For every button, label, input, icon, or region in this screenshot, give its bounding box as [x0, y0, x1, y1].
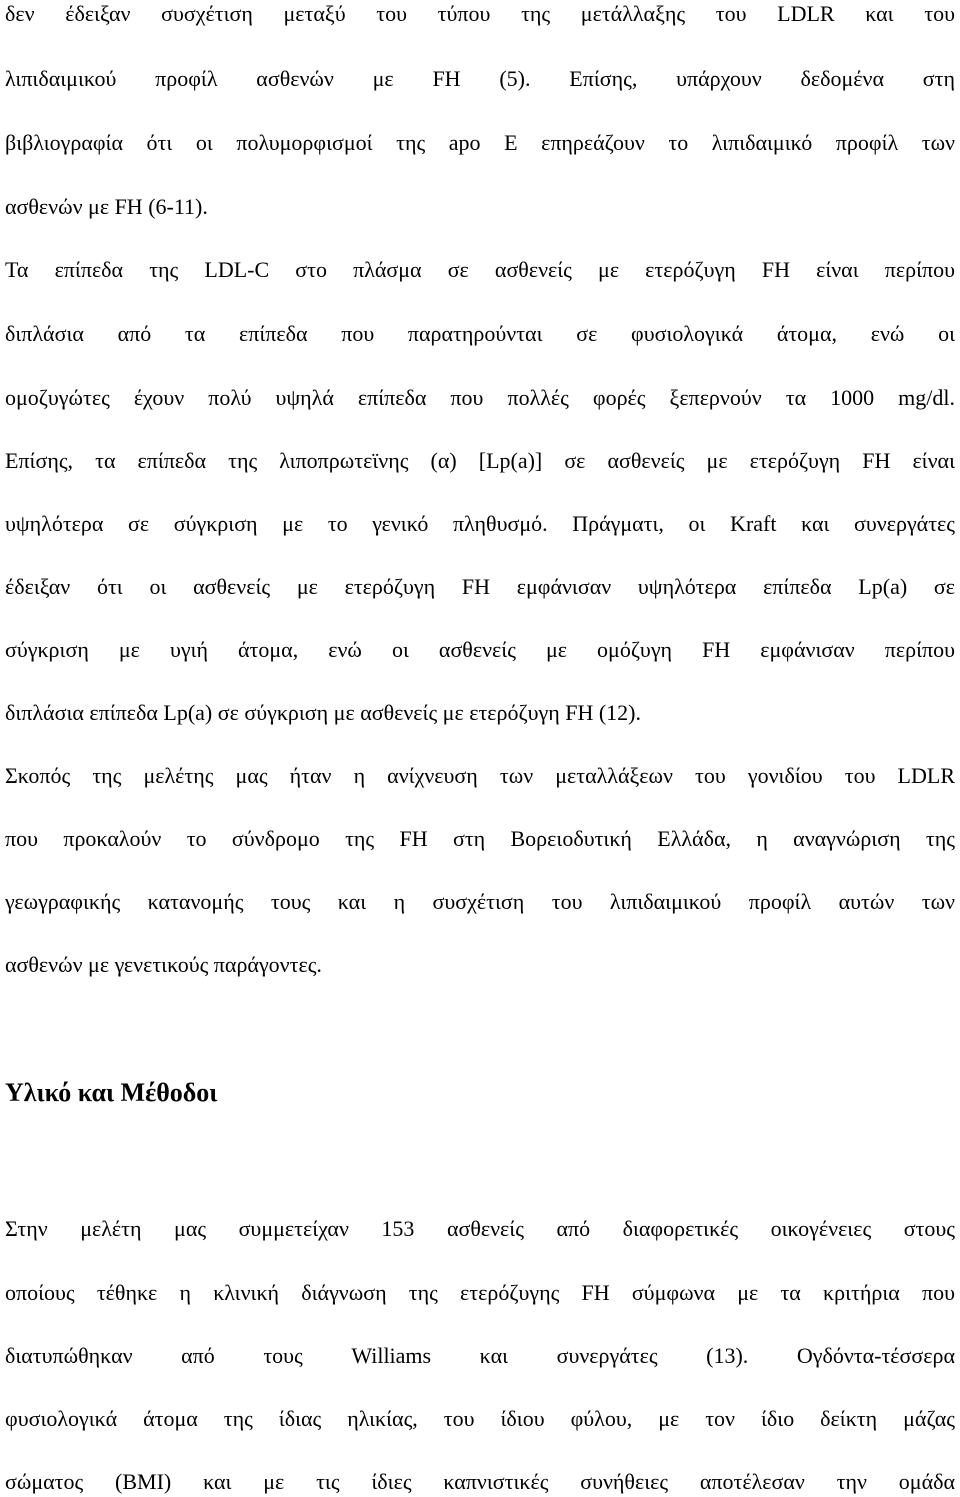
body-text-line: διπλάσια επίπεδα Lp(a) σε σύγκριση με ασθενείς με ετερόζυγη FH (12).: [5, 700, 642, 725]
section-heading: Υλικό και Μέθοδοι: [5, 1078, 218, 1107]
body-text-line: Σκοπός της μελέτης μας ήταν η ανίχνευση των μεταλλάξεων του γονιδίου του LDLR: [5, 763, 955, 788]
body-text-line: σώματος (BMI) και με τις ίδιες καπνιστικές συνήθειες αποτέλεσαν την ομάδα: [5, 1469, 955, 1494]
body-text-line: διατυπώθηκαν από τους Williams και συνεργάτες (13). Ογδόντα-τέσσερα: [5, 1343, 955, 1368]
body-text-line: Επίσης, τα επίπεδα της λιποπρωτεϊνης (α) [Lp(a)] σε ασθενείς με ετερόζυγη FH είναι: [5, 448, 955, 473]
body-text-line: έδειξαν ότι οι ασθενείς με ετερόζυγη FH εμφάνισαν υψηλότερα επίπεδα Lp(a) σε: [5, 574, 955, 599]
body-text-line: Τα επίπεδα της LDL-C στο πλάσμα σε ασθενείς με ετερόζυγη FH είναι περίπου: [5, 257, 955, 282]
body-text-line: οποίους τέθηκε η κλινική διάγνωση της ετερόζυγης FH σύμφωνα με τα κριτήρια που: [5, 1280, 955, 1305]
body-text-line: σύγκριση με υγιή άτομα, ενώ οι ασθενείς με ομόζυγη FH εμφάνισαν περίπου: [5, 637, 955, 662]
body-text-line: ομοζυγώτες έχουν πολύ υψηλά επίπεδα που πολλές φορές ξεπερνούν τα 1000 mg/dl.: [5, 385, 955, 410]
body-text-line: διπλάσια από τα επίπεδα που παρατηρούνται σε φυσιολογικά άτομα, ενώ οι: [5, 321, 955, 346]
body-text-line: ασθενών με FH (6-11).: [5, 194, 208, 219]
body-text-line: φυσιολογικά άτομα της ίδιας ηλικίας, του ίδιου φύλου, με τον ίδιο δείκτη μάζας: [5, 1406, 955, 1431]
body-text-line: λιπιδαιμικού προφίλ ασθενών με FH (5). Επίσης, υπάρχουν δεδομένα στη: [5, 66, 955, 91]
body-text-line: ασθενών με γενετικούς παράγοντες.: [5, 952, 322, 977]
body-text-line: Στην μελέτη μας συμμετείχαν 153 ασθενείς από διαφορετικές οικογένειες στους: [5, 1216, 955, 1241]
body-text-line: γεωγραφικής κατανομής τους και η συσχέτιση του λιπιδαιμικού προφίλ αυτών των: [5, 889, 955, 914]
body-text-line: δεν έδειξαν συσχέτιση μεταξύ του τύπου της μετάλλαξης του LDLR και του: [5, 1, 955, 26]
body-text-line: βιβλιογραφία ότι οι πολυμορφισμοί της apo E επηρεάζουν το λιπιδαιμικό προφίλ των: [5, 130, 955, 155]
body-text-line: που προκαλούν το σύνδρομο της FH στη Βορειοδυτική Ελλάδα, η αναγνώριση της: [5, 826, 955, 851]
body-text-line: υψηλότερα σε σύγκριση με το γενικό πληθυσμό. Πράγματι, οι Kraft και συνεργάτες: [5, 511, 955, 536]
